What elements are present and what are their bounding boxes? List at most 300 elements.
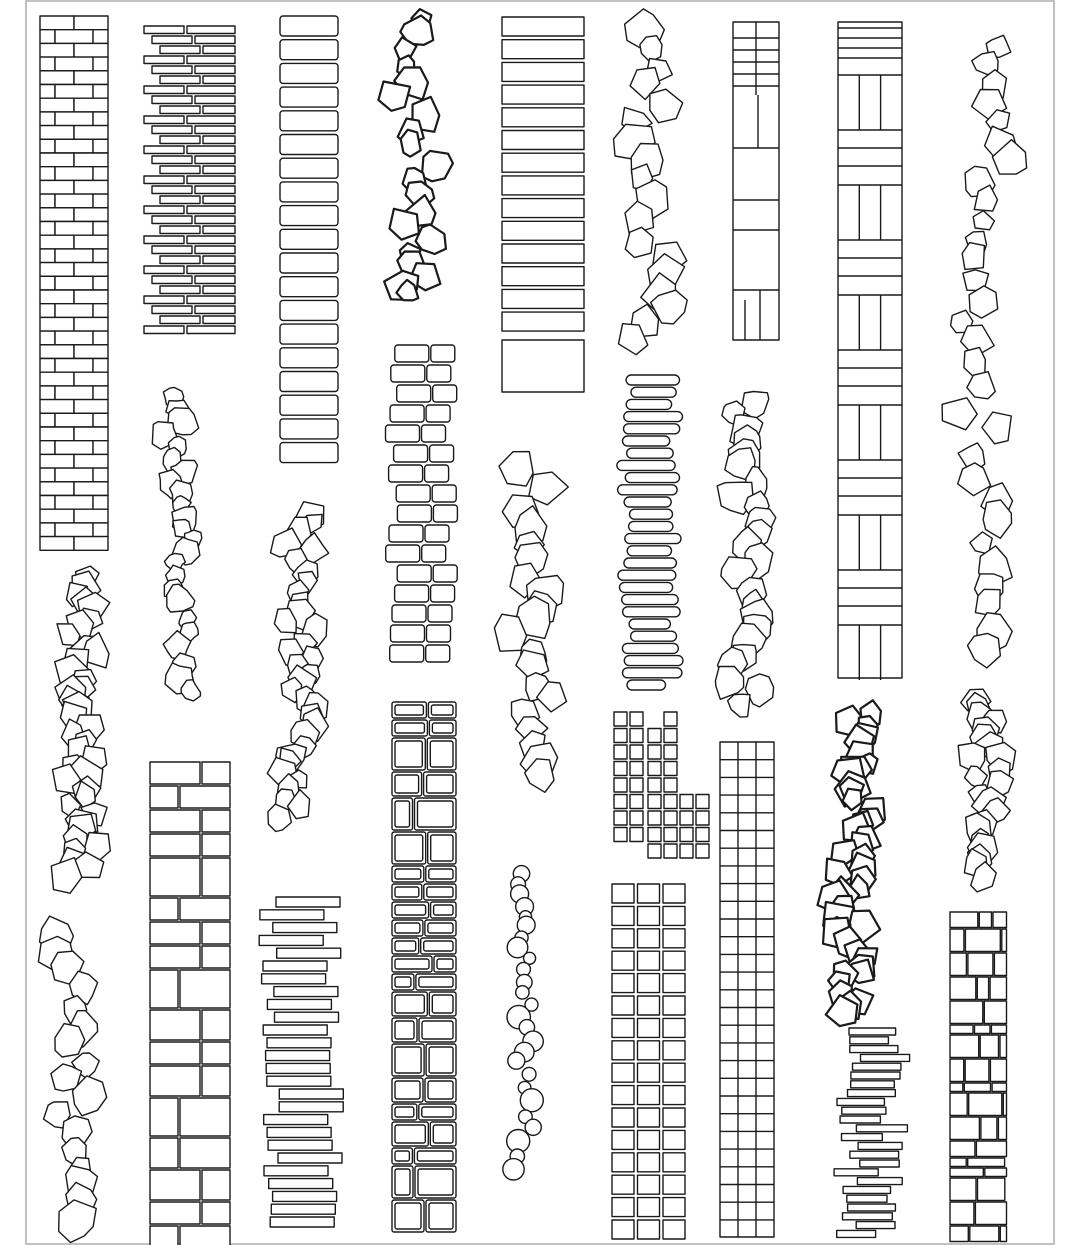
pebble [508, 1052, 525, 1069]
paver [395, 923, 420, 933]
paver [394, 445, 428, 462]
paver [93, 57, 108, 71]
paver [274, 987, 338, 997]
paver [40, 304, 55, 318]
paver [279, 1089, 343, 1099]
paver [280, 135, 338, 155]
paver [187, 236, 235, 244]
horizontal-plank-stack [502, 17, 584, 392]
paver [203, 76, 235, 84]
paver [502, 199, 584, 218]
paver [663, 1018, 685, 1037]
paver [417, 1151, 453, 1161]
paver [502, 131, 584, 150]
paver [624, 497, 671, 507]
stone [422, 151, 453, 181]
paver [180, 970, 230, 1008]
paver [395, 905, 426, 915]
paver [968, 1158, 1005, 1167]
paver [280, 253, 338, 273]
paver [433, 505, 457, 522]
paver [851, 1081, 895, 1088]
paver [144, 266, 184, 274]
paver [278, 1153, 342, 1163]
paver [187, 296, 235, 304]
mixed-block-column [150, 762, 230, 1245]
paver [202, 1170, 230, 1200]
paver [93, 85, 108, 99]
paver [427, 365, 451, 382]
paver [428, 1081, 453, 1099]
paver [280, 206, 338, 226]
paver [152, 36, 192, 44]
pebble [516, 986, 529, 999]
paver [623, 668, 682, 678]
paver [663, 906, 685, 925]
paver [837, 1098, 884, 1105]
paver [614, 712, 627, 726]
paver [664, 745, 677, 759]
paver [280, 324, 338, 344]
paver [612, 1063, 634, 1082]
paver [980, 1035, 998, 1058]
paver [397, 505, 431, 522]
paver [395, 1081, 420, 1099]
paver [55, 331, 93, 345]
paver [395, 775, 419, 793]
paver [950, 1025, 973, 1034]
paver [280, 111, 338, 131]
paver [848, 1090, 896, 1097]
paver [624, 558, 677, 568]
paver [40, 331, 55, 345]
paver [93, 441, 108, 455]
paver [40, 126, 74, 140]
offset-plank-column [259, 897, 343, 1227]
paver [850, 1037, 889, 1044]
paver [203, 226, 235, 234]
paver [696, 828, 709, 842]
flagstone-column-left [51, 566, 110, 893]
paver [627, 546, 671, 556]
paver [391, 365, 425, 382]
paver [74, 180, 108, 194]
paver [630, 795, 643, 809]
paver [395, 705, 423, 715]
paver [280, 40, 338, 60]
paver [965, 929, 1000, 952]
paver [857, 1178, 902, 1185]
paver [428, 605, 452, 622]
pebble [525, 1119, 541, 1135]
paver [390, 645, 424, 662]
paver [152, 246, 192, 254]
paver [664, 729, 677, 743]
paver [648, 828, 661, 842]
paver [425, 525, 449, 542]
paver [429, 869, 453, 879]
paver [40, 180, 74, 194]
paver [1000, 1035, 1007, 1058]
paver [150, 810, 200, 832]
paver [93, 304, 108, 318]
paver [630, 811, 643, 825]
paver [160, 136, 200, 144]
paver [266, 1051, 330, 1061]
paver [202, 1066, 230, 1096]
paver [40, 43, 74, 57]
paver [40, 537, 74, 551]
paver [502, 267, 584, 286]
paver [502, 62, 584, 81]
paver [612, 1220, 634, 1239]
paver [950, 929, 964, 952]
paver [395, 869, 421, 879]
paver [950, 1178, 976, 1201]
round-pebble-trail [152, 387, 202, 701]
paver [856, 1125, 907, 1132]
pebble [520, 1089, 543, 1112]
paver [950, 912, 978, 928]
paver [950, 1226, 968, 1242]
paver [93, 331, 108, 345]
paver [614, 762, 627, 776]
paver [998, 1117, 1006, 1140]
paver [975, 1025, 991, 1034]
paver [663, 974, 685, 993]
paver [1002, 929, 1007, 952]
paver [395, 835, 423, 861]
paver [144, 26, 184, 34]
paver [433, 565, 457, 582]
paver [269, 1179, 333, 1189]
paver [848, 1204, 896, 1211]
paver [389, 525, 423, 542]
paver [40, 359, 55, 373]
paver [160, 106, 200, 114]
paver [74, 126, 108, 140]
paver [431, 705, 453, 715]
paver [975, 1202, 1006, 1225]
paver [390, 405, 424, 422]
paver [74, 290, 108, 304]
paver [950, 977, 976, 1000]
crazy-paving-column-b [818, 700, 885, 1026]
paver [150, 970, 178, 1008]
paver [969, 1093, 1002, 1116]
paver [40, 523, 55, 537]
paver [395, 723, 424, 733]
paver [430, 445, 454, 462]
paver [618, 570, 676, 580]
paver [150, 922, 200, 944]
paver [397, 385, 431, 402]
paver [55, 304, 93, 318]
paver [187, 326, 235, 334]
paver [55, 359, 93, 373]
paver [389, 465, 423, 482]
paver [195, 156, 235, 164]
paver [422, 425, 446, 442]
paver [950, 1059, 964, 1082]
paver [978, 1178, 1005, 1201]
paver [622, 595, 679, 605]
paver [152, 186, 192, 194]
paver [624, 656, 683, 666]
paver [74, 400, 108, 414]
paver [395, 959, 429, 969]
paver [40, 208, 74, 222]
paver [837, 1230, 876, 1237]
paver [152, 216, 192, 224]
paver [502, 40, 584, 59]
paver [395, 1021, 414, 1039]
paver [40, 153, 74, 167]
paver [663, 1130, 685, 1149]
paver [638, 884, 660, 903]
paver [150, 1226, 178, 1245]
paver [664, 844, 677, 858]
paver [74, 454, 108, 468]
paver [843, 1213, 893, 1220]
paver [664, 795, 677, 809]
paver [395, 1203, 421, 1229]
paver [259, 935, 323, 945]
paver [40, 85, 55, 99]
paver [627, 680, 666, 690]
paver [395, 741, 422, 767]
paver [40, 167, 55, 181]
paver [152, 96, 192, 104]
paver [850, 1151, 899, 1158]
paver [431, 835, 453, 861]
paver [431, 345, 455, 362]
paver [663, 1063, 685, 1082]
rounded-stone-trail-c [715, 392, 775, 718]
paver [638, 996, 660, 1015]
paver [664, 811, 677, 825]
paver [93, 30, 108, 44]
random-block-column [950, 912, 1007, 1242]
paver [180, 786, 230, 808]
paver [984, 1001, 1006, 1024]
paver [624, 412, 683, 422]
paver [144, 176, 184, 184]
paver [623, 436, 670, 446]
paver [638, 1018, 660, 1037]
paver [74, 98, 108, 112]
paver [437, 959, 453, 969]
paver [629, 619, 670, 629]
paver [144, 146, 184, 154]
paver [93, 194, 108, 208]
paver [40, 468, 55, 482]
paver [612, 1175, 634, 1194]
paver [977, 977, 988, 1000]
paver [55, 194, 93, 208]
paver [638, 1153, 660, 1172]
paver [663, 1198, 685, 1217]
paver [950, 1168, 983, 1177]
paver [648, 762, 661, 776]
paver [203, 136, 235, 144]
paver [950, 1001, 983, 1024]
paver [422, 1107, 453, 1117]
paver [40, 400, 74, 414]
paver [950, 1202, 974, 1225]
paver [144, 326, 184, 334]
paver [280, 63, 338, 83]
paver [187, 146, 235, 154]
paver [40, 441, 55, 455]
paver [433, 385, 457, 402]
paver [502, 244, 584, 263]
polygon-stone-trail-b [494, 452, 568, 793]
paver [160, 316, 200, 324]
paver [432, 723, 453, 733]
paver [55, 222, 93, 236]
paver [612, 996, 634, 1015]
paver [180, 1098, 230, 1136]
paver [847, 1195, 887, 1202]
paver [150, 1138, 178, 1168]
paver [40, 372, 74, 386]
paver [861, 1054, 910, 1061]
paver [625, 534, 681, 544]
paver [74, 263, 108, 277]
paver [842, 1134, 883, 1141]
paver [160, 256, 200, 264]
paver [638, 929, 660, 948]
paver [280, 229, 338, 249]
paver [262, 974, 326, 984]
paver [950, 953, 966, 976]
paver [40, 317, 74, 331]
paver [144, 236, 184, 244]
paver [612, 1041, 634, 1060]
paver [280, 16, 338, 36]
paver [152, 126, 192, 134]
paver [664, 828, 677, 842]
paver [150, 1010, 200, 1040]
paver [202, 834, 230, 856]
paver [990, 977, 1006, 1000]
paver [93, 139, 108, 153]
paver [160, 286, 200, 294]
paver [638, 906, 660, 925]
paver [950, 1093, 967, 1116]
paver [150, 946, 200, 968]
paver [152, 306, 192, 314]
paver [612, 1198, 634, 1217]
paver [430, 741, 453, 767]
paver [160, 46, 200, 54]
paver [267, 999, 331, 1009]
crazy-paving-trail-a [267, 502, 328, 832]
paver [277, 948, 341, 958]
paver [630, 762, 643, 776]
paver [950, 1035, 979, 1058]
paver [427, 775, 453, 793]
paver [55, 249, 93, 263]
stone [378, 82, 410, 111]
paver [74, 153, 108, 167]
ashlar-panel-column [733, 22, 779, 340]
paver [427, 625, 451, 642]
paver [993, 912, 1007, 928]
paver [432, 995, 453, 1013]
paver [180, 1226, 230, 1245]
stone [650, 89, 683, 123]
paver [267, 1038, 331, 1048]
paver [40, 71, 74, 85]
paver [270, 1217, 334, 1227]
paver [418, 801, 454, 827]
paver [981, 1117, 997, 1140]
paver [968, 953, 993, 976]
paver [950, 1083, 963, 1092]
paver [202, 762, 230, 784]
paver [614, 811, 627, 825]
paver [40, 249, 55, 263]
paver [392, 605, 426, 622]
paver [979, 912, 991, 928]
paver [638, 974, 660, 993]
paver [614, 745, 627, 759]
paver [426, 645, 450, 662]
paver [203, 166, 235, 174]
paver [502, 85, 584, 104]
paver [663, 1220, 685, 1239]
paver [273, 923, 337, 933]
paver [1003, 1093, 1006, 1116]
paver [150, 786, 178, 808]
paver [40, 235, 74, 249]
paver [950, 1141, 975, 1157]
paver [612, 1086, 634, 1105]
paver [849, 1028, 896, 1035]
paver [648, 844, 661, 858]
paver [612, 1153, 634, 1172]
paver [93, 359, 108, 373]
running-bond-brick-column [40, 16, 108, 550]
stone [982, 412, 1011, 444]
paver [152, 276, 192, 284]
paver [280, 300, 338, 320]
stone [529, 472, 569, 505]
paver [994, 953, 1006, 976]
paver [853, 1063, 901, 1070]
paver [950, 1117, 979, 1140]
paver [386, 545, 420, 562]
paver [150, 858, 200, 896]
paver [419, 977, 453, 987]
paver [638, 951, 660, 970]
paver [93, 386, 108, 400]
stone [958, 463, 991, 496]
paver [55, 112, 93, 126]
paver [150, 1202, 200, 1224]
paver [74, 71, 108, 85]
paver [418, 1169, 453, 1195]
paver [395, 995, 424, 1013]
paver [433, 1125, 453, 1143]
loose-brick-column [834, 1028, 910, 1237]
paver [263, 1025, 327, 1035]
paver [40, 496, 55, 510]
paver [630, 729, 643, 743]
paver [612, 951, 634, 970]
